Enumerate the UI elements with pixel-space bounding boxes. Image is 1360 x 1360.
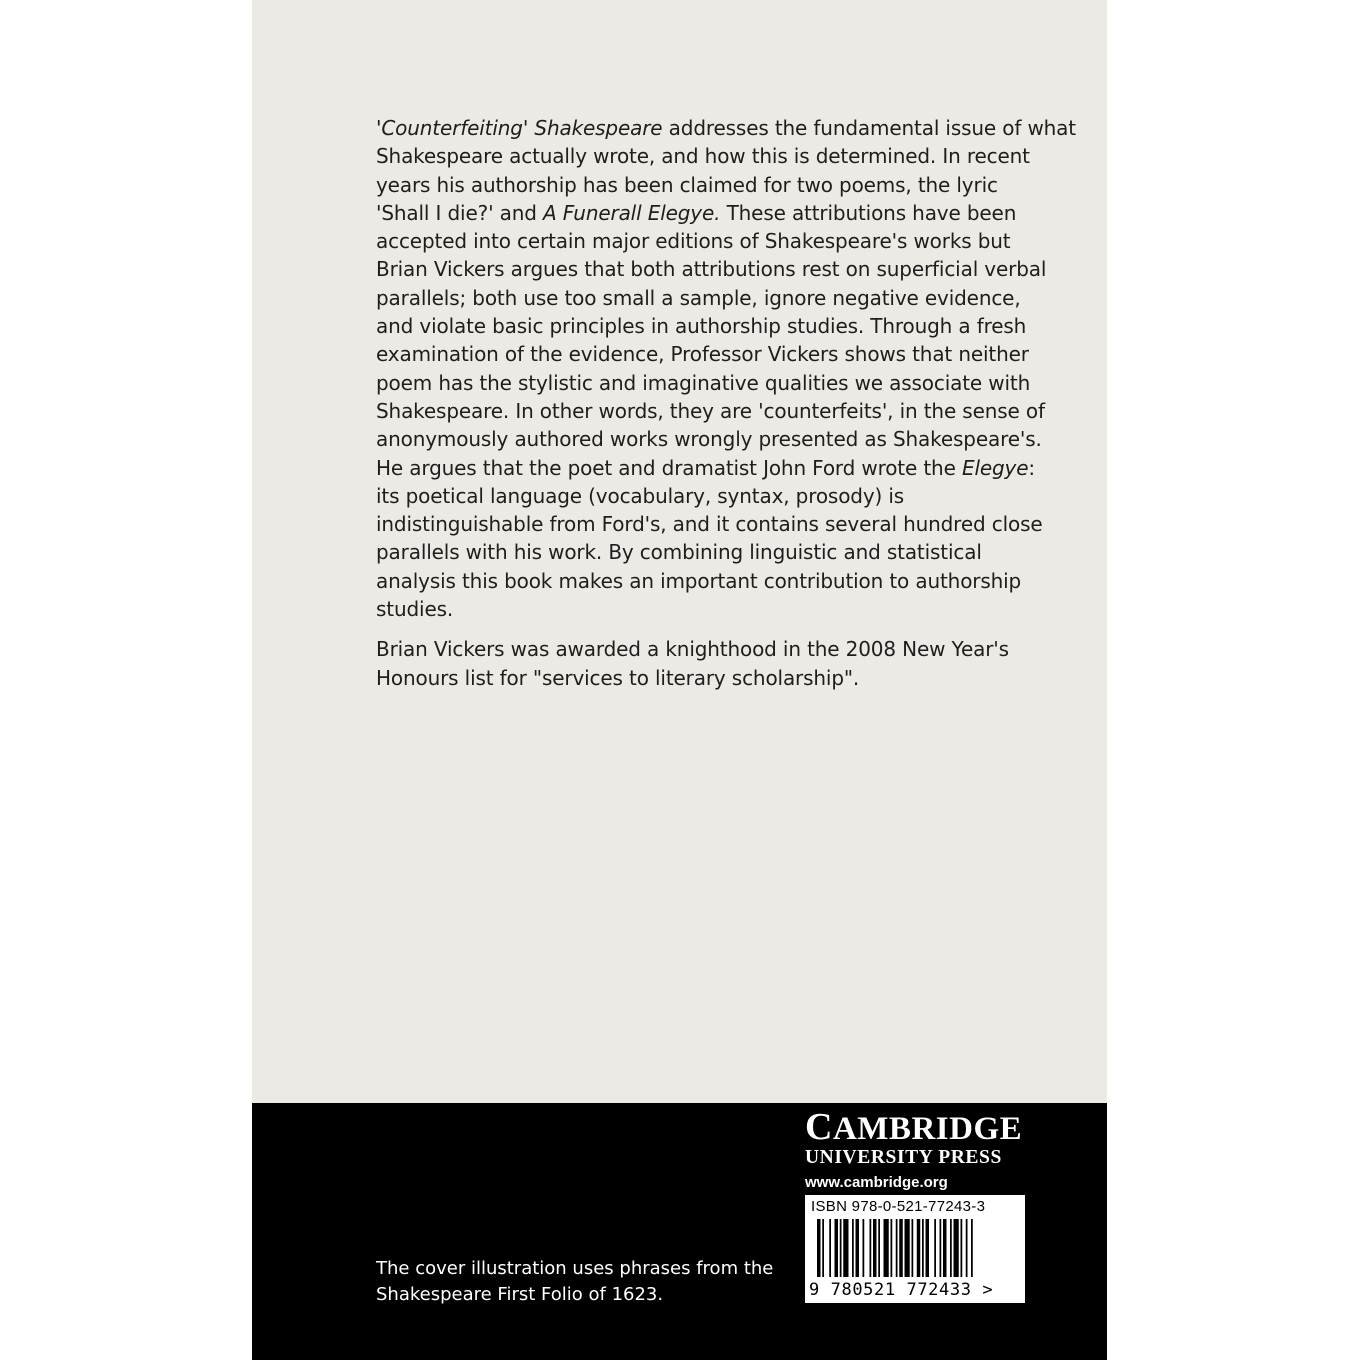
barcode-bar bbox=[896, 1219, 898, 1277]
barcode-bar bbox=[835, 1219, 839, 1277]
text-run: Brian Vickers argues that both attributions rest on superficial verbal bbox=[376, 257, 1047, 282]
publisher-subtitle: UNIVERSITY PRESS bbox=[805, 1147, 1002, 1168]
text-run: studies. bbox=[376, 597, 454, 622]
barcode-bar bbox=[873, 1219, 877, 1277]
barcode-bar bbox=[884, 1219, 889, 1277]
barcode-bar bbox=[852, 1219, 854, 1277]
text-run: indistinguishable from Ford's, and it contains several hundred close bbox=[376, 512, 1043, 537]
text-run: The cover illustration uses phrases from the bbox=[376, 1258, 774, 1279]
publisher-logo bbox=[805, 1106, 1035, 1195]
barcode-digits: 9 780521 772433 > bbox=[809, 1280, 994, 1300]
text-line bbox=[376, 227, 1076, 255]
text-line bbox=[376, 538, 1076, 566]
text-line bbox=[376, 482, 1076, 510]
text-run: Shakespeare First Folio of 1623. bbox=[376, 1284, 664, 1305]
book-back-cover bbox=[252, 0, 1107, 1360]
text-line bbox=[376, 142, 1076, 170]
text-line bbox=[376, 595, 1076, 623]
barcode-bar bbox=[950, 1219, 952, 1277]
barcode-bar bbox=[863, 1219, 865, 1277]
text-line bbox=[376, 397, 1076, 425]
cover-illustration-credit bbox=[376, 1256, 796, 1308]
barcode-bar bbox=[856, 1219, 860, 1277]
barcode-bar bbox=[926, 1219, 930, 1277]
text-line bbox=[376, 1256, 796, 1282]
text-run: poem has the stylistic and imaginative qualities we associate with bbox=[376, 370, 1031, 395]
text-run: addresses the fundamental issue of what bbox=[662, 116, 1076, 140]
text-run: Honours list for "services to literary scholarship". bbox=[376, 665, 860, 690]
text-run: Shakespeare. In other words, they are 'counterfeits', in the sense of bbox=[376, 398, 1045, 423]
barcode-bar bbox=[905, 1219, 910, 1277]
barcode-bar bbox=[912, 1219, 914, 1277]
text-line bbox=[376, 340, 1076, 368]
text-run: 'Shall I die?' and bbox=[376, 200, 544, 225]
text-line bbox=[376, 114, 1076, 142]
barcode-bar bbox=[817, 1219, 821, 1277]
text-run: and violate basic principles in authorship studies. Through a fresh bbox=[376, 314, 1027, 339]
blurb-text bbox=[376, 114, 1076, 692]
publisher-name: CAMBRIDGE bbox=[805, 1106, 1023, 1148]
barcode-bar bbox=[891, 1219, 893, 1277]
barcode-bar bbox=[961, 1219, 963, 1277]
text-line bbox=[376, 171, 1076, 199]
isbn-barcode-box bbox=[805, 1195, 1025, 1303]
text-run: parallels; both use too small a sample, ignore negative evidence, bbox=[376, 285, 1021, 310]
barcode-bar bbox=[899, 1219, 903, 1277]
barcode-bar bbox=[917, 1219, 921, 1277]
text-run: Brian Vickers was awarded a knighthood in the 2008 New Year's bbox=[376, 637, 1009, 662]
text-line bbox=[376, 635, 1076, 663]
barcode-bar bbox=[943, 1219, 947, 1277]
text-run: parallels with his work. By combining linguistic and statistical bbox=[376, 540, 982, 565]
text-line bbox=[376, 567, 1076, 595]
blurb-paragraph-author-note bbox=[376, 635, 1076, 692]
barcode-bar bbox=[840, 1219, 842, 1277]
text-run: : bbox=[1028, 455, 1035, 480]
text-line bbox=[376, 1282, 796, 1308]
text-line bbox=[376, 425, 1076, 453]
barcode-bar bbox=[870, 1219, 872, 1277]
text-run: These attributions have been bbox=[720, 200, 1017, 225]
text-run: Shakespeare actually wrote, and how this is determined. In recent bbox=[376, 144, 1030, 169]
barcode-bar bbox=[878, 1219, 880, 1277]
text-run: examination of the evidence, Professor Vickers shows that neither bbox=[376, 342, 1029, 367]
italic-title: A Funerall Elegye. bbox=[543, 200, 721, 225]
text-run: He argues that the poet and dramatist John Ford wrote the bbox=[376, 455, 962, 480]
barcode-bar bbox=[954, 1219, 959, 1277]
text-line bbox=[376, 510, 1076, 538]
text-line bbox=[376, 369, 1076, 397]
barcode-bar bbox=[971, 1219, 973, 1277]
barcode-bar bbox=[843, 1219, 848, 1277]
text-run: years his authorship has been claimed for two poems, the lyric bbox=[376, 172, 998, 197]
text-line bbox=[376, 312, 1076, 340]
text-run: its poetical language (vocabulary, syntax, prosody) is bbox=[376, 483, 905, 508]
barcode-bar bbox=[934, 1219, 936, 1277]
barcode-bar bbox=[829, 1219, 831, 1277]
text-line bbox=[376, 284, 1076, 312]
publisher-url: www.cambridge.org bbox=[805, 1174, 948, 1191]
bottom-band bbox=[252, 1103, 1107, 1360]
blurb-paragraph-description bbox=[376, 114, 1076, 623]
isbn-label: ISBN 978-0-521-77243-3 bbox=[811, 1198, 986, 1215]
italic-title: 'Counterfeiting' Shakespeare bbox=[376, 116, 663, 140]
text-line bbox=[376, 664, 1076, 692]
barcode-bar bbox=[822, 1219, 824, 1277]
barcode-bar bbox=[940, 1219, 942, 1277]
text-line bbox=[376, 255, 1076, 283]
text-run: accepted into certain major editions of Shakespeare's works but bbox=[376, 229, 1011, 254]
italic-title: Elegye bbox=[961, 455, 1029, 480]
text-line bbox=[376, 199, 1076, 227]
barcode-bar bbox=[922, 1219, 924, 1277]
text-line bbox=[376, 454, 1076, 482]
text-run: anonymously authored works wrongly presented as Shakespeare's. bbox=[376, 427, 1042, 452]
text-run: analysis this book makes an important contribution to authorship bbox=[376, 568, 1022, 593]
barcode-bar bbox=[966, 1219, 968, 1277]
